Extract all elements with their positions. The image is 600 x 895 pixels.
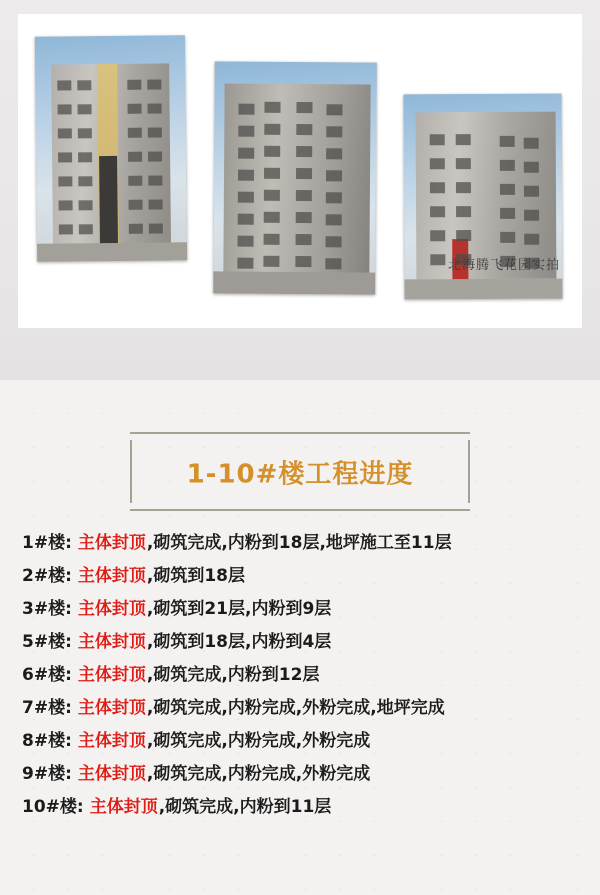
window — [127, 80, 141, 90]
building-label: 8#楼: — [22, 731, 72, 751]
window — [524, 162, 539, 173]
window — [500, 136, 515, 147]
progress-detail: ,砌筑到18层,内粉到4层 — [146, 632, 332, 652]
building-label: 7#楼: — [22, 698, 72, 718]
window — [456, 134, 471, 145]
window — [78, 104, 92, 114]
window — [264, 190, 280, 201]
window — [326, 126, 342, 137]
ground-strip — [37, 242, 187, 262]
window — [264, 212, 280, 223]
window — [264, 234, 280, 245]
window — [264, 124, 280, 135]
building-label: 3#楼: — [22, 599, 72, 619]
progress-row — [22, 561, 578, 594]
progress-detail: ,砌筑完成,内粉到12层 — [146, 665, 320, 685]
window — [500, 160, 515, 171]
status-badge: 主体封顶 — [77, 665, 146, 685]
window — [238, 192, 254, 203]
window — [500, 184, 515, 195]
window — [58, 128, 72, 138]
building-label: 2#楼: — [22, 566, 72, 586]
progress-detail: ,砌筑到18层 — [146, 566, 245, 586]
window — [296, 102, 312, 113]
status-badge: 主体封顶 — [77, 599, 146, 619]
window — [326, 214, 342, 225]
building-label: 10#楼: — [22, 797, 84, 817]
window — [296, 234, 312, 245]
window — [79, 224, 93, 234]
window — [79, 200, 93, 210]
window — [77, 80, 91, 90]
window — [456, 230, 471, 241]
window — [430, 134, 445, 145]
progress-row — [22, 627, 578, 660]
window — [264, 146, 280, 157]
window — [148, 175, 162, 185]
window — [500, 232, 515, 243]
window — [59, 200, 73, 210]
window — [295, 256, 311, 267]
status-badge: 主体封顶 — [89, 797, 158, 817]
window — [326, 170, 342, 181]
status-badge: 主体封顶 — [77, 764, 146, 784]
window — [78, 128, 92, 138]
progress-row — [22, 792, 578, 825]
window — [238, 148, 254, 159]
window — [296, 190, 312, 201]
window — [149, 199, 163, 209]
status-badge: 主体封顶 — [77, 566, 146, 586]
window — [430, 182, 445, 193]
window — [524, 138, 539, 149]
photo-collage-section — [0, 0, 600, 380]
window — [456, 158, 471, 169]
window — [128, 152, 142, 162]
window — [296, 168, 312, 179]
building-photo-left — [35, 35, 187, 262]
window — [237, 258, 253, 269]
window — [238, 214, 254, 225]
window — [58, 104, 72, 114]
window — [128, 104, 142, 114]
progress-detail: ,砌筑完成,内粉完成,外粉完成 — [146, 764, 371, 784]
building-label: 6#楼: — [22, 665, 72, 685]
window — [430, 158, 445, 169]
window — [148, 103, 162, 113]
window — [58, 176, 72, 186]
progress-row — [22, 528, 578, 561]
window — [128, 128, 142, 138]
window — [58, 152, 72, 162]
window — [456, 206, 471, 217]
progress-row — [22, 693, 578, 726]
window — [129, 200, 143, 210]
window — [129, 224, 143, 234]
window — [149, 223, 163, 233]
window — [500, 208, 515, 219]
status-badge: 主体封顶 — [77, 533, 146, 553]
window — [78, 176, 92, 186]
window — [524, 210, 539, 221]
progress-detail: ,砌筑完成,内粉完成,外粉完成,地坪完成 — [146, 698, 445, 718]
window — [430, 230, 445, 241]
building-photo-center — [213, 61, 377, 294]
window — [128, 176, 142, 186]
window — [147, 79, 161, 89]
window — [59, 224, 73, 234]
window — [57, 80, 71, 90]
ground-strip — [404, 279, 562, 300]
ground-strip — [213, 271, 375, 294]
window — [456, 182, 471, 193]
window — [326, 148, 342, 159]
photo-collage-canvas — [18, 14, 582, 328]
page-title: 1-10#楼工程进度 — [186, 459, 414, 489]
window — [296, 124, 312, 135]
progress-row — [22, 759, 578, 792]
status-badge: 主体封顶 — [77, 632, 146, 652]
progress-row — [22, 594, 578, 627]
window — [238, 126, 254, 137]
window — [78, 152, 92, 162]
window — [326, 192, 342, 203]
status-badge: 主体封顶 — [77, 731, 146, 751]
progress-row — [22, 660, 578, 693]
progress-detail: ,砌筑完成,内粉完成,外粉完成 — [146, 731, 371, 751]
window — [148, 127, 162, 137]
window — [325, 258, 341, 269]
window — [430, 206, 445, 217]
progress-row — [22, 726, 578, 759]
progress-detail: ,砌筑完成,内粉到11层 — [158, 797, 332, 817]
window — [524, 234, 539, 245]
window — [264, 102, 280, 113]
progress-detail: ,砌筑完成,内粉到18层,地坪施工至11层 — [146, 533, 452, 553]
progress-detail: ,砌筑到21层,内粉到9层 — [146, 599, 332, 619]
window — [264, 168, 280, 179]
window — [326, 104, 342, 115]
progress-list — [22, 528, 578, 825]
window — [238, 236, 254, 247]
progress-title-frame — [130, 432, 470, 511]
window — [326, 236, 342, 247]
window — [430, 254, 445, 265]
window — [296, 146, 312, 157]
window — [238, 170, 254, 181]
progress-section — [0, 380, 600, 895]
window — [263, 256, 279, 267]
window — [238, 104, 254, 115]
status-badge: 主体封顶 — [77, 698, 146, 718]
window — [296, 212, 312, 223]
building-label: 5#楼: — [22, 632, 72, 652]
window — [524, 186, 539, 197]
building-label: 9#楼: — [22, 764, 72, 784]
window — [148, 151, 162, 161]
building-label: 1#楼: — [22, 533, 72, 553]
photo-caption: 北海腾飞花园实拍 — [447, 258, 560, 273]
